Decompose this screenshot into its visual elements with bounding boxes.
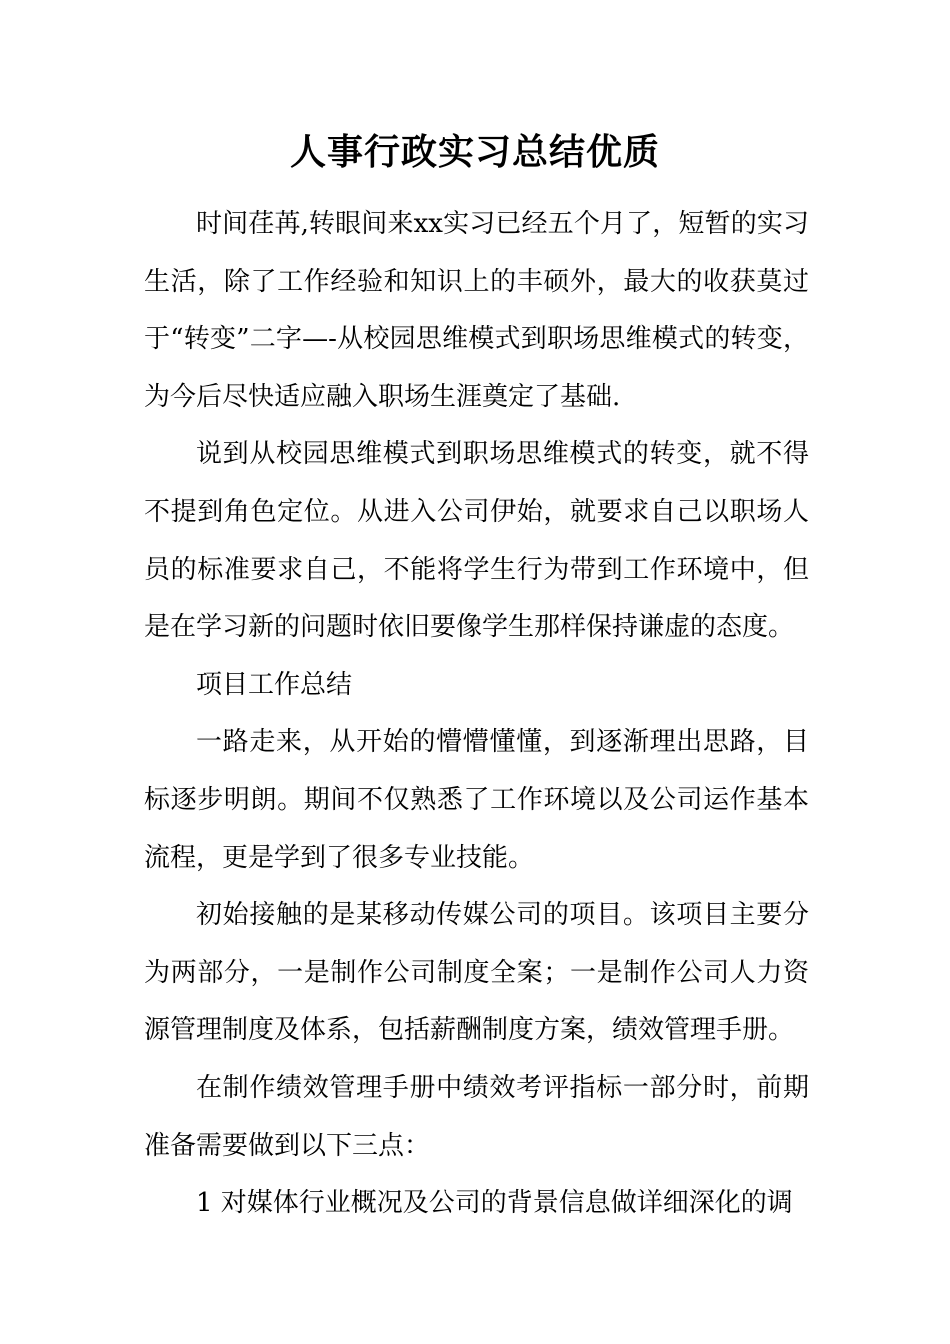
paragraph-first-project: 初始接触的是某移动传媒公司的项目。该项目主要分为两部分，一是制作公司制度全案；一是制作公司人力资源管理制度及体系，包括薪酬制度方案，绩效管理手册。 [144,900,809,1046]
paragraph-preparation: 在制作绩效管理手册中绩效考评指标一部分时，前期准备需要做到以下三点： [144,1072,809,1161]
paragraph-role-positioning: 说到从校园思维模式到职场思维模式的转变，就不得不提到角色定位。从进入公司伊始，就要求自己以职场人员的标准要求自己，不能将学生行为带到工作环境中，但是在学习新的问题时依旧要像学生那样保持谦虚的态度。 [144,439,809,643]
section-heading-project-summary: 项目工作总结 [196,669,353,700]
paragraph-journey: 一路走来，从开始的懵懵懂懂，到逐渐理出思路，目标逐步明朗。期间不仅熟悉了工作环境以及公司运作基本流程，更是学到了很多专业技能。 [144,727,809,873]
document-body [144,196,809,1233]
paragraph-point-1: 1 对媒体行业概况及公司的背景信息做详细深化的调 [196,1188,793,1219]
paragraph-intro: 时间荏苒,转眼间来xx实习已经五个月了，短暂的实习生活，除了工作经验和知识上的丰硕外，最大的收获莫过于“转变”二字—-从校园思维模式到职场思维模式的转变，为今后尽快适应融入职场生涯奠定了基础. [144,209,809,412]
document-title: 人事行政实习总结优质 [289,131,660,173]
